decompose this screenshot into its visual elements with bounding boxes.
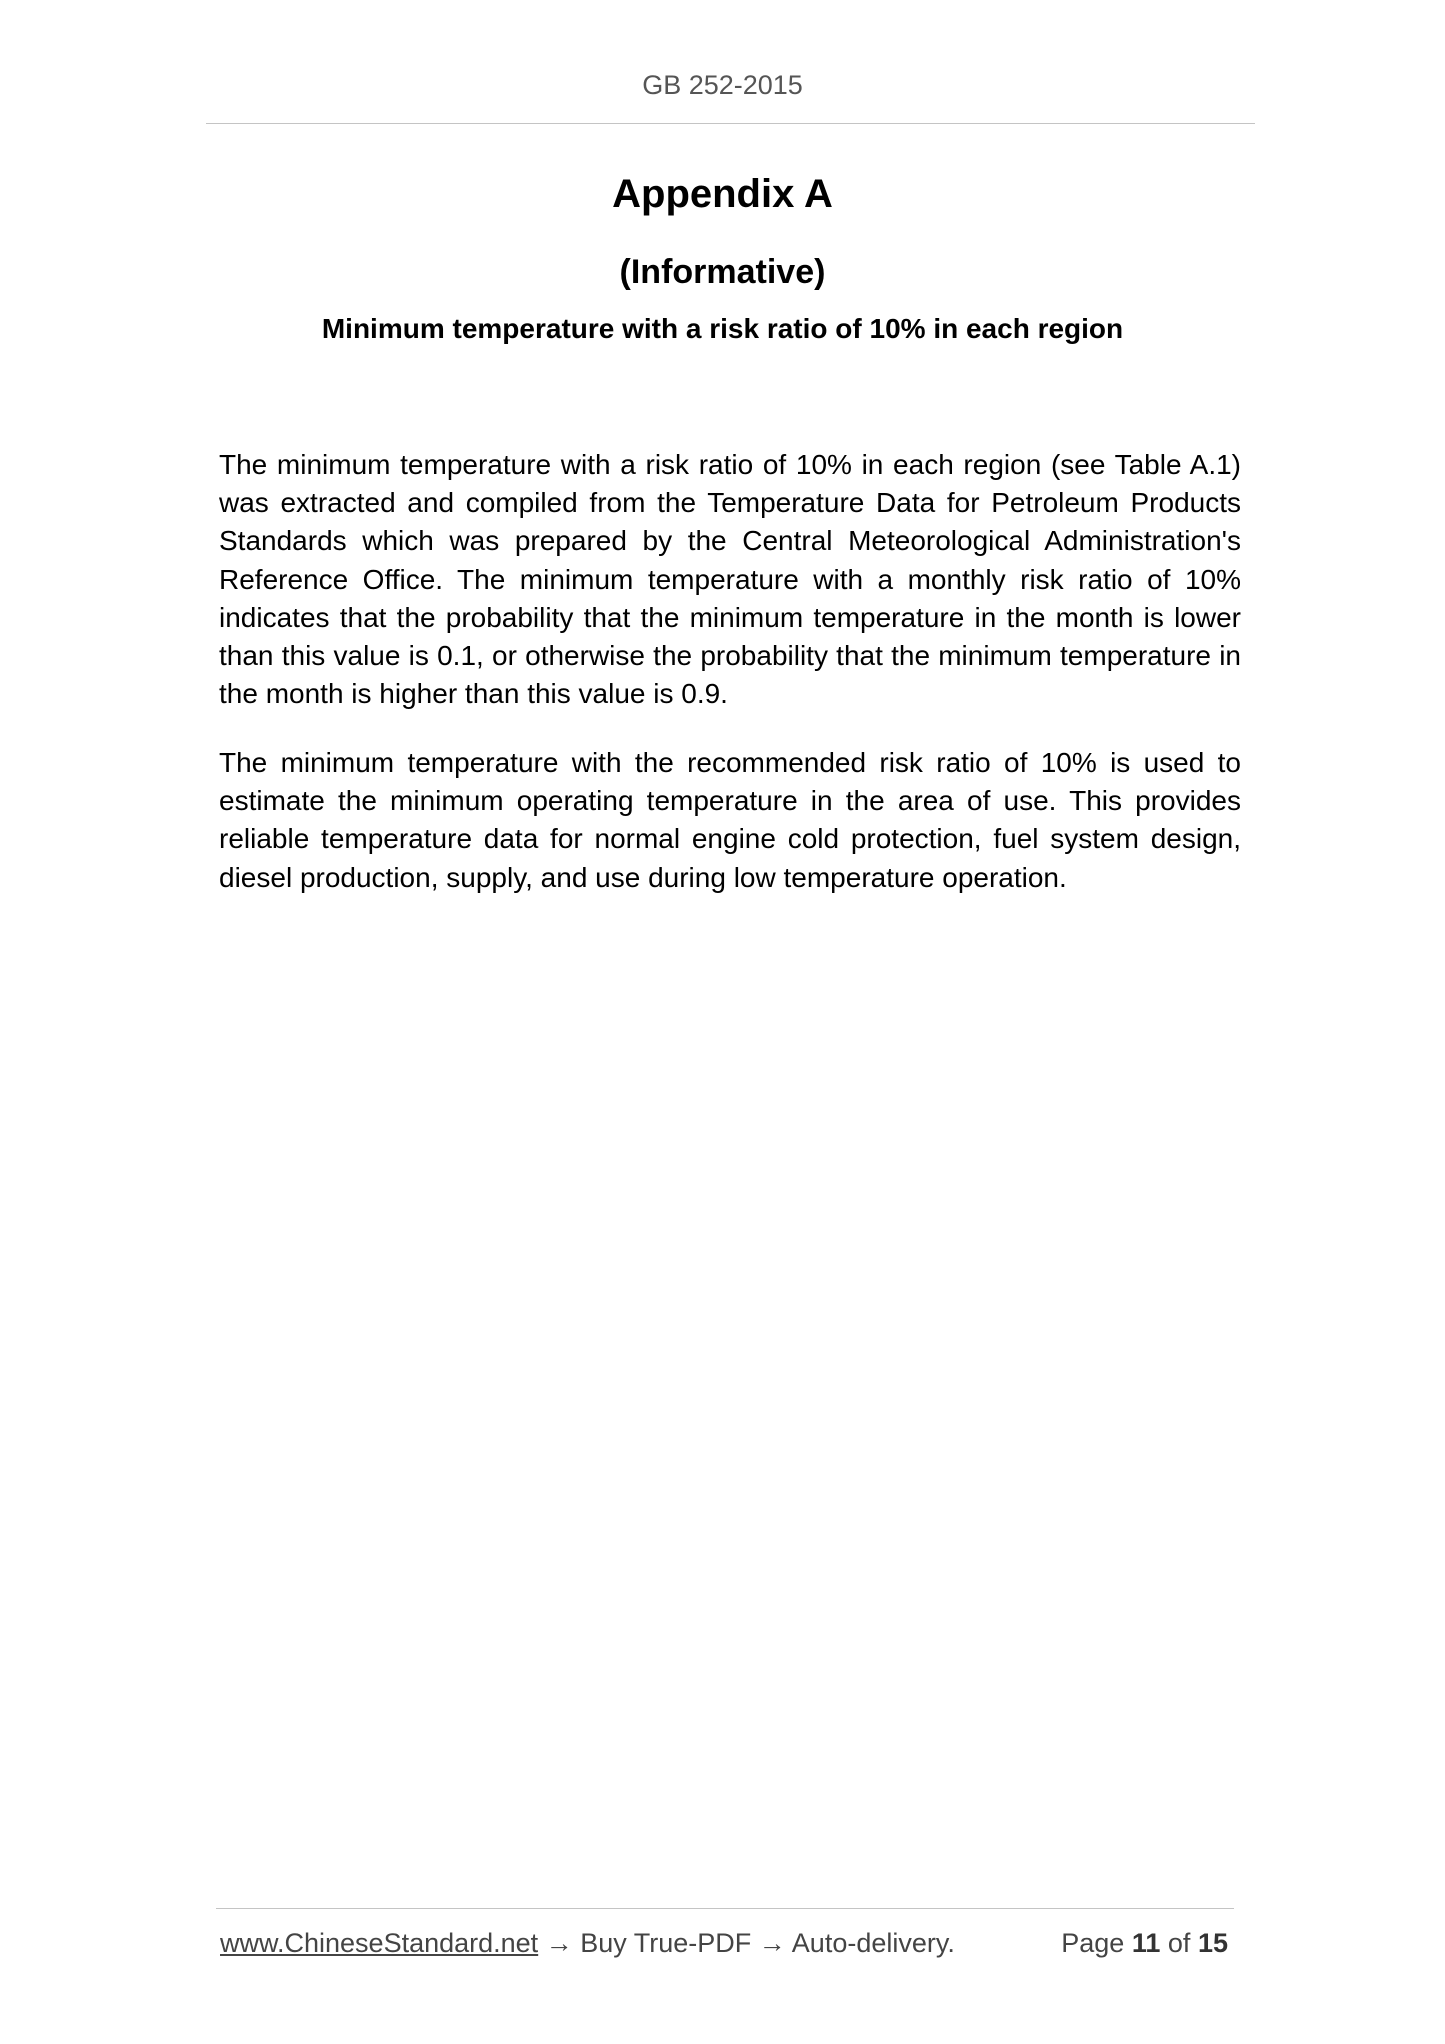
footer-divider: [216, 1908, 1234, 1909]
current-page: 11: [1131, 1928, 1161, 1958]
header-divider: [206, 123, 1255, 124]
delivery-text: Auto-delivery.: [791, 1928, 955, 1958]
body-paragraph-1: The minimum temperature with a risk ratio of 10% in each region (see Table A.1) was extracted and compiled from the Temperature Data for Petroleum Products Standards which was prepared by the Central Meteorological Administration's Reference Office. The minimum temperature with a monthly risk ratio of 10% indicates that the probability that the minimum temperature in the month is lower than this value is 0.1, or otherwise the probability that the minimum temperature in the month is higher than this value is 0.9.: [219, 449, 1241, 710]
appendix-subtitle: (Informative): [619, 253, 826, 291]
arrow-right-icon: →: [545, 1928, 573, 1958]
footer-promo: [220, 1928, 955, 1959]
page-label: Page: [1061, 1928, 1125, 1958]
appendix-caption: Minimum temperature with a risk ratio of 10% in each region: [321, 313, 1124, 344]
buy-text: Buy True-PDF: [580, 1928, 752, 1958]
document-code-header: GB 252-2015: [642, 70, 803, 100]
body-paragraph-2: The minimum temperature with the recommended risk ratio of 10% is used to estimate the minimum operating temperature in the area of use. This provides reliable temperature data for normal engine cold protection, fuel system design, diesel production, supply, and use during low temperature operation.: [219, 747, 1241, 893]
arrow-right-icon: →: [758, 1928, 786, 1958]
site-link[interactable]: www.ChineseStandard.net: [220, 1928, 539, 1958]
of-label: of: [1167, 1928, 1191, 1958]
page-number: [1061, 1928, 1228, 1959]
appendix-title: Appendix A: [612, 172, 833, 216]
total-pages: 15: [1197, 1928, 1228, 1958]
